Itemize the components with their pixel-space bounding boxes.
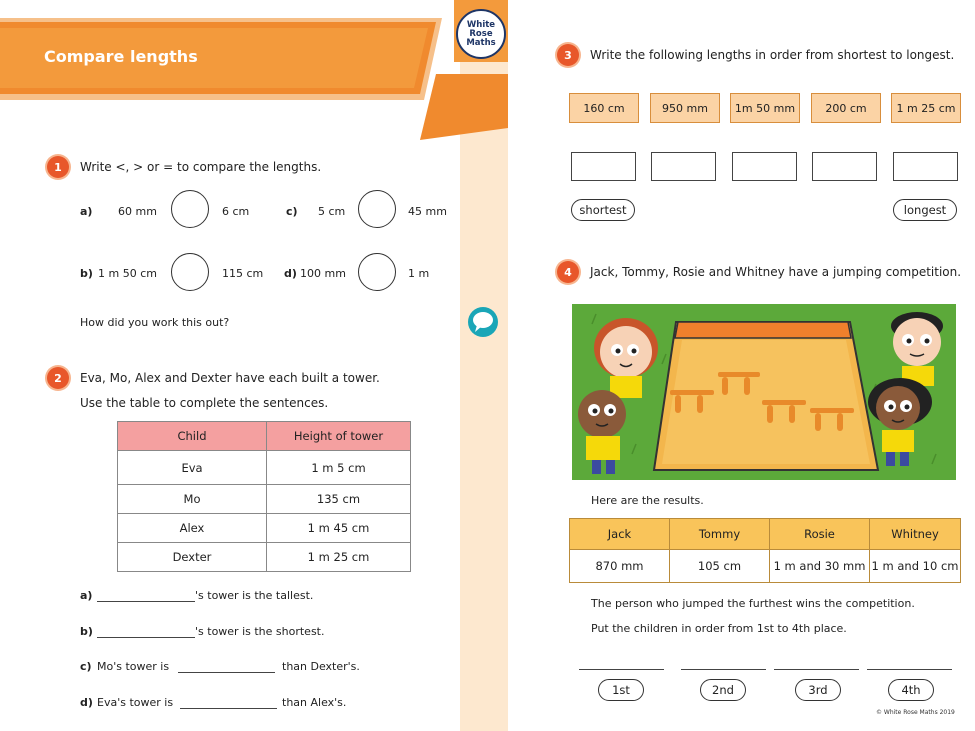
- tower-height-cell: 1 m 45 cm: [267, 514, 411, 543]
- tower-child-cell: Mo: [118, 485, 267, 514]
- place-label-1st: 1st: [598, 679, 644, 701]
- shortest-label: shortest: [571, 199, 635, 221]
- jumping-competition-illustration: [572, 304, 956, 480]
- length-tag: 950 mm: [650, 93, 720, 123]
- q1d-label: d): [284, 267, 297, 280]
- question-3-number: 3: [557, 44, 579, 66]
- q2c-label: c): [80, 660, 92, 673]
- q1b-answer-circle[interactable]: [171, 253, 209, 291]
- tower-height-cell: 135 cm: [267, 485, 411, 514]
- q2d-answer-line[interactable]: [180, 707, 277, 709]
- q4-results-label: Here are the results.: [591, 494, 704, 507]
- order-answer-box[interactable]: [893, 152, 958, 181]
- order-answer-box[interactable]: [651, 152, 716, 181]
- place-answer-line[interactable]: [681, 668, 766, 670]
- place-label-4th: 4th: [888, 679, 934, 701]
- q2d-label: d): [80, 696, 93, 709]
- tower-child-cell: Eva: [118, 451, 267, 485]
- q1b-label: b): [80, 267, 93, 280]
- order-answer-box[interactable]: [571, 152, 636, 181]
- q1c-answer-circle[interactable]: [358, 190, 396, 228]
- q2b-label: b): [80, 625, 93, 638]
- q1-instruction: Write <, > or = to compare the lengths.: [80, 160, 322, 174]
- q2c-suffix: than Dexter's.: [282, 660, 360, 673]
- table-row: [118, 451, 411, 485]
- tower-child-cell: Dexter: [118, 543, 267, 572]
- order-answer-box[interactable]: [732, 152, 797, 181]
- q2b-suffix: 's tower is the shortest.: [195, 625, 325, 638]
- q1d-left: 100 mm: [300, 267, 346, 280]
- place-answer-line[interactable]: [774, 668, 859, 670]
- q2c-answer-line[interactable]: [178, 671, 275, 673]
- q1-followup: How did you work this out?: [80, 316, 230, 329]
- length-tag: 1m 50 mm: [730, 93, 800, 123]
- tower-table-header: [118, 422, 411, 451]
- jump-header-whitney: Whitney: [870, 519, 961, 550]
- table-row: [118, 485, 411, 514]
- place-answer-line[interactable]: [579, 668, 664, 670]
- copyright-text: © White Rose Maths 2019: [876, 709, 955, 716]
- question-2-number: 2: [47, 367, 69, 389]
- logo-word-3: Maths: [466, 37, 496, 48]
- q2a-suffix: 's tower is the tallest.: [195, 589, 314, 602]
- jump-results-table: [569, 518, 961, 583]
- jump-table-header: [570, 519, 961, 550]
- logo-word-1: White: [466, 19, 496, 30]
- q1d-right: 1 m: [408, 267, 430, 280]
- jump-header-tommy: Tommy: [670, 519, 770, 550]
- jump-value-tommy: 105 cm: [670, 550, 770, 583]
- tower-table: [117, 421, 411, 572]
- q3-instruction: Write the following lengths in order from shortest to longest.: [590, 48, 955, 62]
- q2d-suffix: than Alex's.: [282, 696, 347, 709]
- q2-intro: Eva, Mo, Alex and Dexter have each built a tower.: [80, 371, 380, 385]
- table-row: [118, 514, 411, 543]
- q2a-label: a): [80, 589, 93, 602]
- q2c-prefix: Mo's tower is: [97, 660, 170, 673]
- order-answer-box[interactable]: [812, 152, 877, 181]
- q4-instruction: Put the children in order from 1st to 4th place.: [591, 622, 847, 635]
- table-row: [570, 550, 961, 583]
- question-1-number: 1: [47, 156, 69, 178]
- q2-instruction: Use the table to complete the sentences.: [80, 396, 329, 410]
- q1a-left: 60 mm: [118, 205, 157, 218]
- header-banner: [0, 0, 510, 142]
- table-row: [118, 543, 411, 572]
- logo-word-2: Rose: [469, 28, 493, 39]
- q1a-right: 6 cm: [222, 205, 250, 218]
- tower-header-height: Height of tower: [267, 422, 411, 451]
- q1b-left: 1 m 50 cm: [98, 267, 157, 280]
- tower-height-cell: 1 m 5 cm: [267, 451, 411, 485]
- tower-height-cell: 1 m 25 cm: [267, 543, 411, 572]
- length-tag: 200 cm: [811, 93, 881, 123]
- jump-header-rosie: Rosie: [770, 519, 870, 550]
- q2a-answer-line[interactable]: [97, 600, 195, 602]
- longest-label: longest: [893, 199, 957, 221]
- q4-intro: Jack, Tommy, Rosie and Whitney have a jumping competition.: [590, 265, 962, 279]
- q1c-label: c): [286, 205, 298, 218]
- jump-value-rosie: 1 m and 30 mm: [770, 550, 870, 583]
- place-label-2nd: 2nd: [700, 679, 746, 701]
- q1a-answer-circle[interactable]: [171, 190, 209, 228]
- jump-header-jack: Jack: [570, 519, 670, 550]
- q1c-right: 45 mm: [408, 205, 447, 218]
- place-label-3rd: 3rd: [795, 679, 841, 701]
- q2b-answer-line[interactable]: [97, 636, 195, 638]
- white-rose-maths-logo: [456, 9, 506, 59]
- question-4-number: 4: [557, 261, 579, 283]
- q1a-label: a): [80, 205, 93, 218]
- tower-header-child: Child: [118, 422, 267, 451]
- q1d-answer-circle[interactable]: [358, 253, 396, 291]
- tower-child-cell: Alex: [118, 514, 267, 543]
- jump-value-jack: 870 mm: [570, 550, 670, 583]
- length-tag: 160 cm: [569, 93, 639, 123]
- jump-value-whitney: 1 m and 10 cm: [870, 550, 961, 583]
- length-tag: 1 m 25 cm: [891, 93, 961, 123]
- q4-rule: The person who jumped the furthest wins the competition.: [591, 597, 915, 610]
- place-answer-line[interactable]: [867, 668, 952, 670]
- q1c-left: 5 cm: [318, 205, 346, 218]
- page-title: Compare lengths: [44, 47, 198, 66]
- q2d-prefix: Eva's tower is: [97, 696, 174, 709]
- q1b-right: 115 cm: [222, 267, 264, 280]
- speech-bubble-icon: [467, 306, 499, 338]
